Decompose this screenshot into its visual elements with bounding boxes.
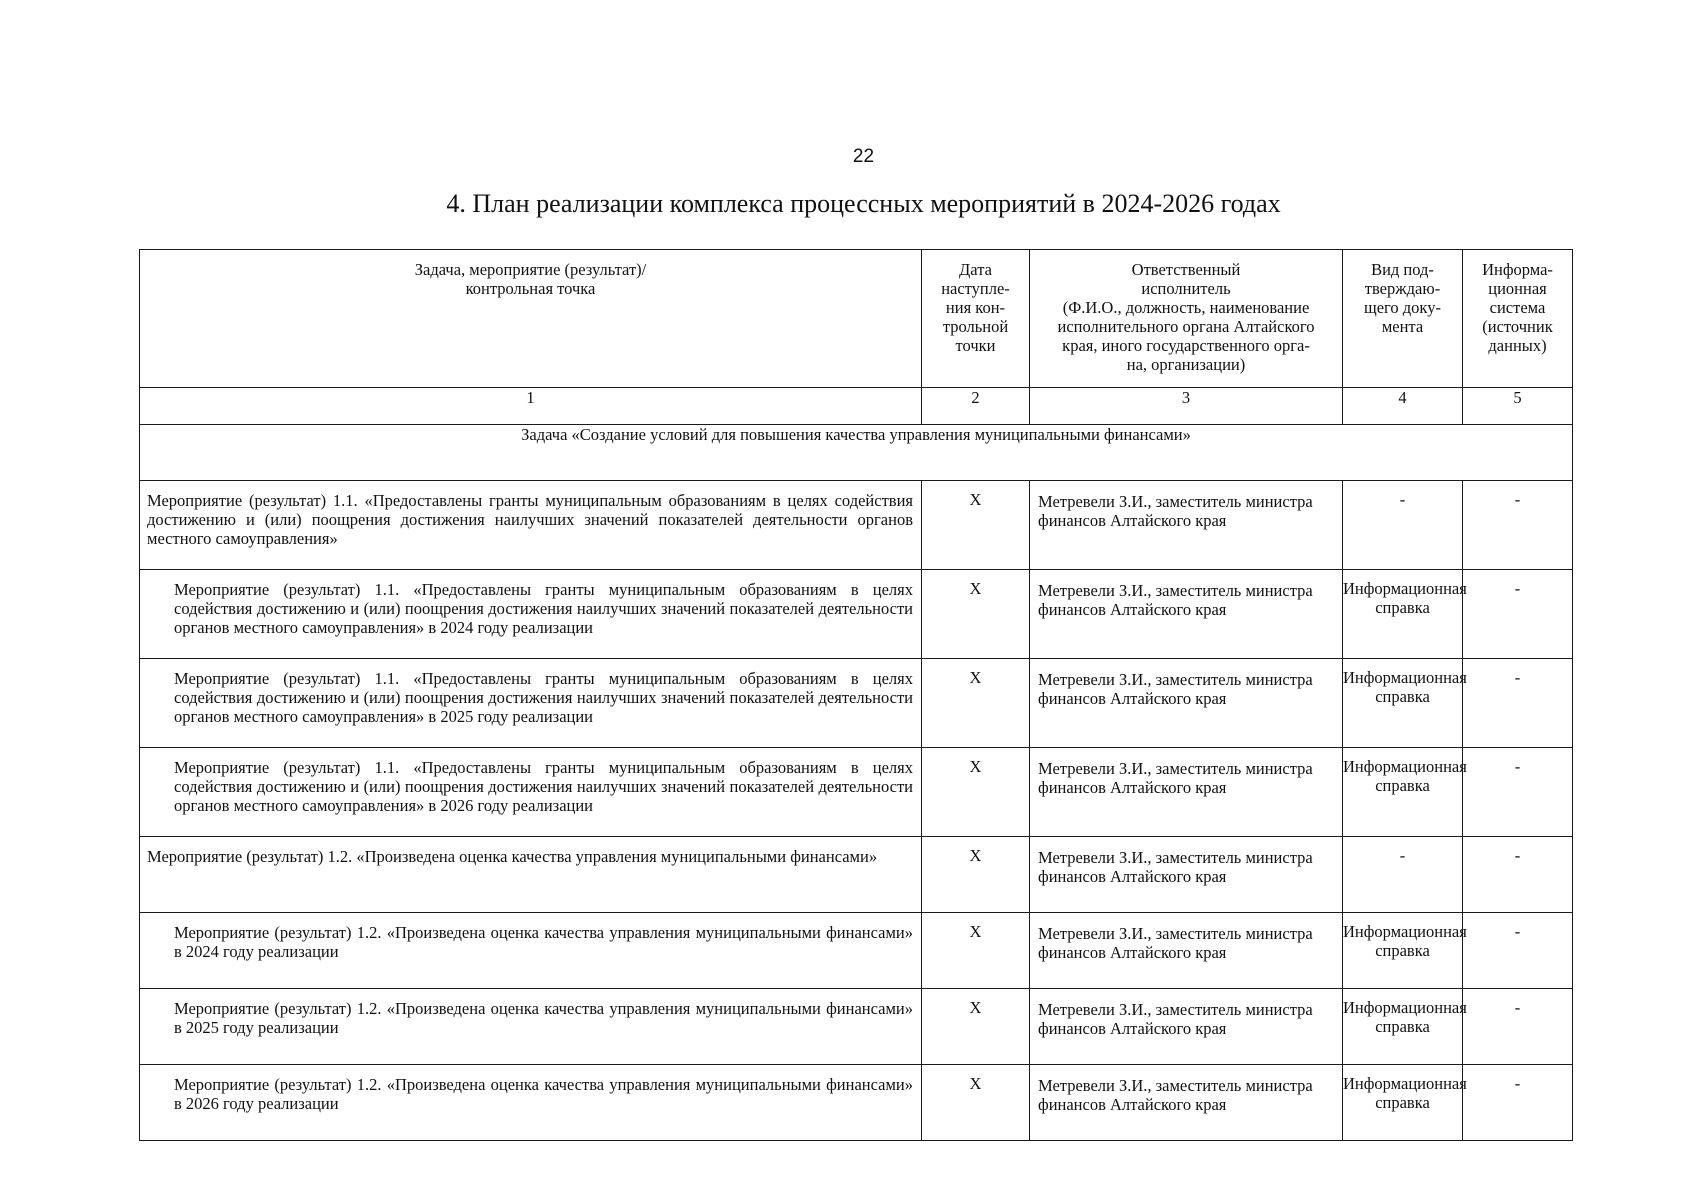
event-name: Мероприятие (результат) 1.1. «Предоставлены гранты муниципальным образованиям в целях содействия достижению и (или) поощрения достижения наилучших значений показателей деятельности органов местного самоуправления» в 2024 году реализации [140, 570, 922, 659]
event-responsible: Метревели З.И., заместитель министра финансов Алтайского края [1030, 659, 1343, 748]
header-responsible-line: исполнительного органа Алтайского [1057, 317, 1315, 336]
header-responsible [1030, 250, 1343, 388]
event-document: Информационная справка [1343, 1065, 1463, 1141]
event-date: X [922, 659, 1030, 748]
table-row [140, 989, 1573, 1065]
event-document: Информационная справка [1343, 989, 1463, 1065]
column-number: 1 [140, 388, 922, 425]
header-date [922, 250, 1030, 388]
event-responsible: Метревели З.И., заместитель министра финансов Алтайского края [1030, 989, 1343, 1065]
event-name: Мероприятие (результат) 1.1. «Предоставлены гранты муниципальным образованиям в целях содействия достижению и (или) поощрения достижения наилучших значений показателей деятельности органов местного самоуправления» [140, 481, 922, 570]
event-system: - [1463, 989, 1573, 1065]
header-date-line: ния кон- [945, 298, 1006, 317]
plan-table [139, 249, 1573, 1141]
table-row [140, 748, 1573, 837]
event-document: Информационная справка [1343, 659, 1463, 748]
column-number: 4 [1343, 388, 1463, 425]
event-date: X [922, 570, 1030, 659]
header-system-line: ционная [1488, 279, 1547, 298]
header-date-line: трольной [942, 317, 1009, 336]
header-system [1463, 250, 1573, 388]
header-system-line: система [1489, 298, 1546, 317]
event-document: - [1343, 837, 1463, 913]
event-date: X [922, 748, 1030, 837]
event-name: Мероприятие (результат) 1.1. «Предоставлены гранты муниципальным образованиям в целях содействия достижению и (или) поощрения достижения наилучших значений показателей деятельности органов местного самоуправления» в 2025 году реализации [140, 659, 922, 748]
event-document: Информационная справка [1343, 913, 1463, 989]
event-responsible: Метревели З.И., заместитель министра финансов Алтайского края [1030, 481, 1343, 570]
header-document-line: мента [1381, 317, 1424, 336]
table-row [140, 570, 1573, 659]
event-system: - [1463, 913, 1573, 989]
page-title: 4. План реализации комплекса процессных мероприятий в 2024-2026 годах [446, 189, 1281, 218]
column-number: 5 [1463, 388, 1573, 425]
header-document-line: щего доку- [1364, 298, 1441, 317]
page-number: 22 [852, 146, 875, 167]
header-responsible-line: Ответственный [1131, 260, 1241, 279]
event-name: Мероприятие (результат) 1.2. «Произведена оценка качества управления муниципальными финансами» в 2024 году реализации [140, 913, 922, 989]
header-task-line: контрольная точка [465, 279, 596, 298]
task-row [140, 425, 1573, 481]
event-date: X [922, 913, 1030, 989]
header-system-line: (источник [1482, 317, 1553, 336]
event-name: Мероприятие (результат) 1.2. «Произведена оценка качества управления муниципальными финансами» в 2026 году реализации [140, 1065, 922, 1141]
event-responsible: Метревели З.И., заместитель министра финансов Алтайского края [1030, 837, 1343, 913]
column-number-row [140, 388, 1573, 425]
event-responsible: Метревели З.И., заместитель министра финансов Алтайского края [1030, 570, 1343, 659]
header-document-line: тверждаю- [1364, 279, 1441, 298]
header-responsible-line: на, организации) [1126, 355, 1246, 374]
event-document: Информационная справка [1343, 748, 1463, 837]
table-row [140, 659, 1573, 748]
event-system: - [1463, 659, 1573, 748]
header-task [140, 250, 922, 388]
event-name: Мероприятие (результат) 1.2. «Произведена оценка качества управления муниципальными финансами» в 2025 году реализации [140, 989, 922, 1065]
header-row [140, 250, 1573, 388]
event-system: - [1463, 748, 1573, 837]
task-title: Задача «Создание условий для повышения качества управления муниципальными финансами» [140, 425, 1573, 481]
header-date-line: точки [955, 336, 996, 355]
table-row [140, 913, 1573, 989]
event-system: - [1463, 1065, 1573, 1141]
event-date: X [922, 1065, 1030, 1141]
table-row [140, 1065, 1573, 1141]
header-responsible-line: (Ф.И.О., должность, наименование [1062, 298, 1310, 317]
column-number: 3 [1030, 388, 1343, 425]
event-date: X [922, 481, 1030, 570]
event-date: X [922, 989, 1030, 1065]
event-document: - [1343, 481, 1463, 570]
event-system: - [1463, 837, 1573, 913]
event-responsible: Метревели З.И., заместитель министра финансов Алтайского края [1030, 1065, 1343, 1141]
header-date-line: Дата [959, 260, 992, 279]
event-name: Мероприятие (результат) 1.2. «Произведена оценка качества управления муниципальными финансами» [140, 837, 922, 913]
header-responsible-line: исполнитель [1141, 279, 1231, 298]
event-system: - [1463, 481, 1573, 570]
event-date: X [922, 837, 1030, 913]
event-responsible: Метревели З.И., заместитель министра финансов Алтайского края [1030, 913, 1343, 989]
event-name: Мероприятие (результат) 1.1. «Предоставлены гранты муниципальным образованиям в целях содействия достижению и (или) поощрения достижения наилучших значений показателей деятельности органов местного самоуправления» в 2026 году реализации [140, 748, 922, 837]
header-system-line: данных) [1488, 336, 1547, 355]
header-responsible-line: края, иного государственного орга- [1062, 336, 1310, 355]
table-row [140, 481, 1573, 570]
header-document-line: Вид под- [1371, 260, 1434, 279]
header-document [1343, 250, 1463, 388]
column-number: 2 [922, 388, 1030, 425]
header-date-line: наступле- [941, 279, 1010, 298]
header-task-line: Задача, мероприятие (результат)/ [414, 260, 647, 279]
event-document: Информационная справка [1343, 570, 1463, 659]
table-row [140, 837, 1573, 913]
header-system-line: Информа- [1482, 260, 1553, 279]
event-system: - [1463, 570, 1573, 659]
event-responsible: Метревели З.И., заместитель министра финансов Алтайского края [1030, 748, 1343, 837]
